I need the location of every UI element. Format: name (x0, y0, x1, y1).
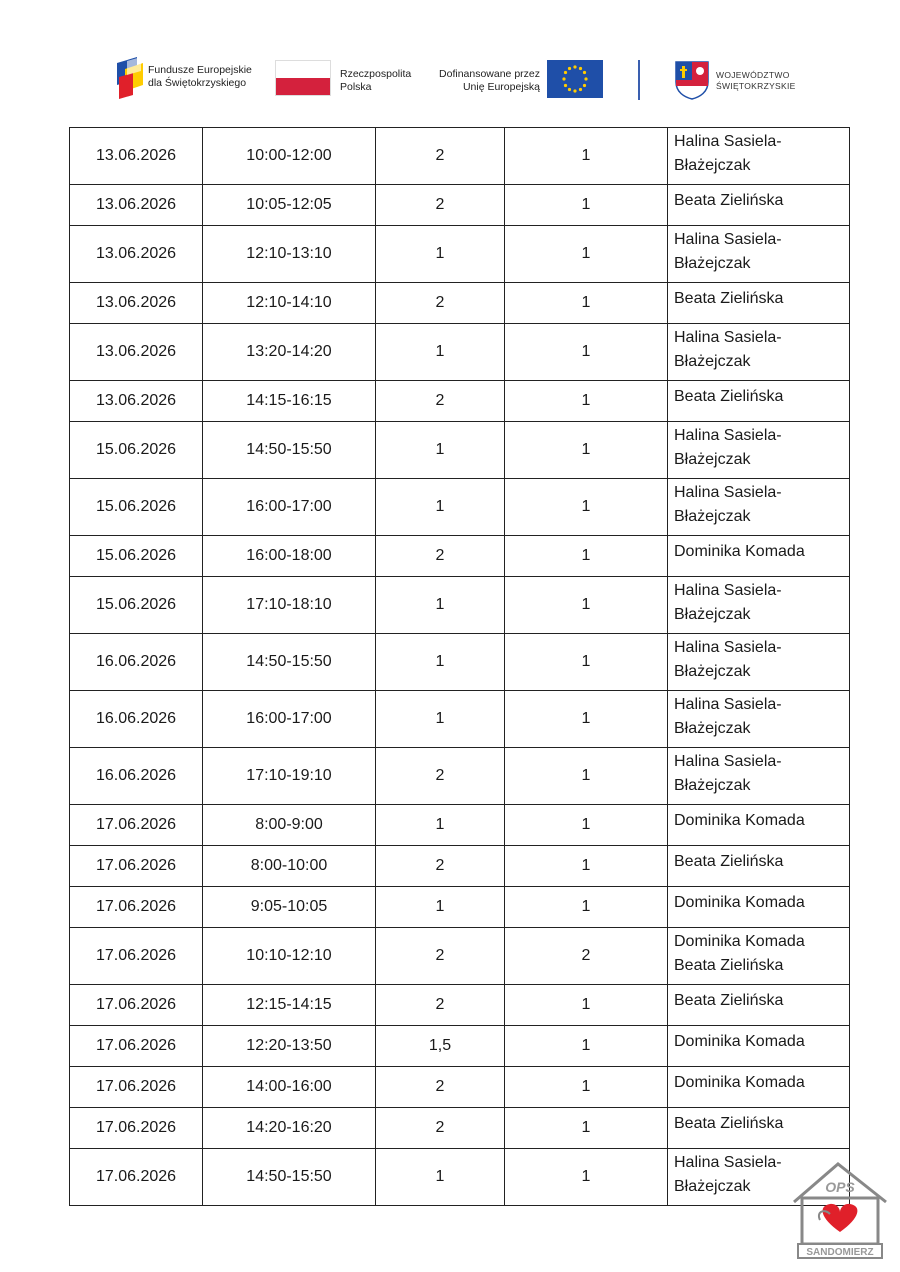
hours-cell: 2 (376, 846, 505, 887)
people-cell: 1 (505, 1149, 668, 1206)
people-cell: 1 (505, 1026, 668, 1067)
people-cell: 1 (505, 185, 668, 226)
name-line: Halina Sasiela- (674, 696, 782, 713)
date-cell: 17.06.2026 (70, 1149, 203, 1206)
hours-cell: 1 (376, 422, 505, 479)
date-cell: 13.06.2026 (70, 128, 203, 185)
time-cell: 14:20-16:20 (203, 1108, 376, 1149)
name-line: Beata Zielińska (674, 957, 784, 974)
name-cell (668, 128, 850, 185)
name-line: Halina Sasiela- (674, 231, 782, 248)
name-line: Błażejczak (674, 720, 751, 737)
hours-cell: 2 (376, 1108, 505, 1149)
name-cell (668, 691, 850, 748)
swietokrzyskie-crest-icon (674, 60, 710, 100)
name-cell (668, 1067, 850, 1108)
name-cell (668, 805, 850, 846)
table-row (70, 928, 850, 985)
name-cell (668, 536, 850, 577)
table-row (70, 985, 850, 1026)
people-cell: 1 (505, 805, 668, 846)
time-cell: 12:10-14:10 (203, 283, 376, 324)
table-row (70, 226, 850, 283)
name-line: Halina Sasiela- (674, 133, 782, 150)
table-row (70, 887, 850, 928)
time-cell: 10:00-12:00 (203, 128, 376, 185)
people-cell: 1 (505, 283, 668, 324)
time-cell: 10:05-12:05 (203, 185, 376, 226)
date-cell: 13.06.2026 (70, 324, 203, 381)
woj-label: WOJEWÓDZTWO ŚWIĘTOKRZYSKIE (716, 70, 796, 91)
name-cell (668, 846, 850, 887)
people-cell: 1 (505, 577, 668, 634)
name-line: Beata Zielińska (674, 992, 784, 1009)
hours-cell: 2 (376, 185, 505, 226)
stamp-top-text: OPS (825, 1179, 855, 1195)
people-cell: 1 (505, 226, 668, 283)
ops-sandomierz-stamp (790, 1160, 890, 1260)
name-line: Dominika Komada (674, 933, 805, 950)
people-cell: 1 (505, 985, 668, 1026)
eu-flag-icon (547, 60, 603, 98)
name-cell (668, 928, 850, 985)
schedule-table (69, 127, 850, 1206)
hours-cell: 2 (376, 985, 505, 1026)
hours-cell: 1 (376, 805, 505, 846)
time-cell: 13:20-14:20 (203, 324, 376, 381)
table-row (70, 324, 850, 381)
time-cell: 8:00-9:00 (203, 805, 376, 846)
name-line: Dominika Komada (674, 1074, 805, 1091)
people-cell: 1 (505, 128, 668, 185)
date-cell: 15.06.2026 (70, 479, 203, 536)
time-cell: 16:00-17:00 (203, 479, 376, 536)
people-cell: 1 (505, 381, 668, 422)
people-cell: 1 (505, 536, 668, 577)
table-row (70, 1149, 850, 1206)
people-cell: 1 (505, 748, 668, 805)
name-line: Dominika Komada (674, 812, 805, 829)
people-cell: 1 (505, 422, 668, 479)
name-cell (668, 634, 850, 691)
table-row (70, 805, 850, 846)
date-cell: 15.06.2026 (70, 577, 203, 634)
hours-cell: 1 (376, 479, 505, 536)
name-line: Błażejczak (674, 663, 751, 680)
fe-label: Fundusze Europejskie dla Świętokrzyskiego (148, 64, 252, 89)
name-cell (668, 985, 850, 1026)
name-line: Halina Sasiela- (674, 329, 782, 346)
name-line: Beata Zielińska (674, 290, 784, 307)
date-cell: 13.06.2026 (70, 226, 203, 283)
people-cell: 1 (505, 634, 668, 691)
table-row (70, 185, 850, 226)
name-cell (668, 1026, 850, 1067)
date-cell: 15.06.2026 (70, 536, 203, 577)
header-logos (0, 50, 900, 106)
hours-cell: 2 (376, 381, 505, 422)
hours-cell: 1 (376, 324, 505, 381)
time-cell: 16:00-17:00 (203, 691, 376, 748)
date-cell: 17.06.2026 (70, 805, 203, 846)
time-cell: 9:05-10:05 (203, 887, 376, 928)
name-line: Halina Sasiela- (674, 639, 782, 656)
hours-cell: 2 (376, 1067, 505, 1108)
table-row (70, 691, 850, 748)
date-cell: 17.06.2026 (70, 1026, 203, 1067)
hours-cell: 2 (376, 536, 505, 577)
date-cell: 17.06.2026 (70, 887, 203, 928)
time-cell: 16:00-18:00 (203, 536, 376, 577)
date-cell: 17.06.2026 (70, 928, 203, 985)
date-cell: 16.06.2026 (70, 748, 203, 805)
time-cell: 12:15-14:15 (203, 985, 376, 1026)
people-cell: 1 (505, 324, 668, 381)
name-line: Błażejczak (674, 508, 751, 525)
name-line: Halina Sasiela- (674, 753, 782, 770)
table-row (70, 1108, 850, 1149)
table-row (70, 577, 850, 634)
hours-cell: 1,5 (376, 1026, 505, 1067)
people-cell: 1 (505, 1067, 668, 1108)
hours-cell: 1 (376, 226, 505, 283)
hours-cell: 2 (376, 283, 505, 324)
people-cell: 1 (505, 1108, 668, 1149)
hours-cell: 1 (376, 887, 505, 928)
name-line: Dominika Komada (674, 543, 805, 560)
time-cell: 17:10-18:10 (203, 577, 376, 634)
name-line: Halina Sasiela- (674, 1154, 782, 1171)
name-line: Błażejczak (674, 1178, 751, 1195)
name-line: Błażejczak (674, 606, 751, 623)
people-cell: 1 (505, 846, 668, 887)
date-cell: 17.06.2026 (70, 846, 203, 887)
name-cell (668, 283, 850, 324)
eu-label: Dofinansowane przez Unię Europejską (439, 68, 540, 93)
table-row (70, 846, 850, 887)
table-row (70, 1067, 850, 1108)
table-row (70, 422, 850, 479)
name-line: Halina Sasiela- (674, 427, 782, 444)
table-row (70, 536, 850, 577)
date-cell: 17.06.2026 (70, 985, 203, 1026)
people-cell: 1 (505, 887, 668, 928)
name-line: Dominika Komada (674, 894, 805, 911)
name-line: Dominika Komada (674, 1033, 805, 1050)
hours-cell: 2 (376, 128, 505, 185)
hours-cell: 2 (376, 928, 505, 985)
name-line: Halina Sasiela- (674, 484, 782, 501)
name-cell (668, 887, 850, 928)
table-row (70, 634, 850, 691)
name-cell (668, 381, 850, 422)
table-row (70, 283, 850, 324)
name-line: Błażejczak (674, 777, 751, 794)
name-cell (668, 422, 850, 479)
date-cell: 16.06.2026 (70, 634, 203, 691)
hours-cell: 1 (376, 691, 505, 748)
table-row (70, 381, 850, 422)
name-cell (668, 479, 850, 536)
hours-cell: 1 (376, 634, 505, 691)
time-cell: 14:50-15:50 (203, 422, 376, 479)
name-line: Błażejczak (674, 157, 751, 174)
table-row (70, 128, 850, 185)
people-cell: 1 (505, 691, 668, 748)
name-line: Błażejczak (674, 451, 751, 468)
poland-flag-icon (275, 60, 331, 96)
header-divider (638, 60, 640, 100)
people-cell: 2 (505, 928, 668, 985)
time-cell: 10:10-12:10 (203, 928, 376, 985)
table-row (70, 748, 850, 805)
date-cell: 17.06.2026 (70, 1108, 203, 1149)
time-cell: 14:00-16:00 (203, 1067, 376, 1108)
name-cell (668, 226, 850, 283)
hours-cell: 2 (376, 748, 505, 805)
date-cell: 16.06.2026 (70, 691, 203, 748)
schedule-body (70, 128, 850, 1206)
fundusze-europejskie-icon (115, 55, 145, 101)
table-row (70, 479, 850, 536)
time-cell: 14:50-15:50 (203, 634, 376, 691)
name-line: Beata Zielińska (674, 388, 784, 405)
time-cell: 14:50-15:50 (203, 1149, 376, 1206)
stamp-bottom-text: SANDOMIERZ (806, 1247, 874, 1258)
name-line: Beata Zielińska (674, 192, 784, 209)
date-cell: 17.06.2026 (70, 1067, 203, 1108)
date-cell: 13.06.2026 (70, 185, 203, 226)
name-line: Błażejczak (674, 255, 751, 272)
hours-cell: 1 (376, 577, 505, 634)
name-line: Halina Sasiela- (674, 582, 782, 599)
name-line: Beata Zielińska (674, 1115, 784, 1132)
time-cell: 14:15-16:15 (203, 381, 376, 422)
name-line: Błażejczak (674, 353, 751, 370)
date-cell: 13.06.2026 (70, 283, 203, 324)
name-cell (668, 324, 850, 381)
name-cell (668, 748, 850, 805)
name-line: Beata Zielińska (674, 853, 784, 870)
date-cell: 13.06.2026 (70, 381, 203, 422)
table-row (70, 1026, 850, 1067)
name-cell (668, 1108, 850, 1149)
hours-cell: 1 (376, 1149, 505, 1206)
people-cell: 1 (505, 479, 668, 536)
time-cell: 12:10-13:10 (203, 226, 376, 283)
date-cell: 15.06.2026 (70, 422, 203, 479)
time-cell: 17:10-19:10 (203, 748, 376, 805)
pl-label: Rzeczpospolita Polska (340, 68, 412, 93)
time-cell: 8:00-10:00 (203, 846, 376, 887)
name-cell (668, 577, 850, 634)
time-cell: 12:20-13:50 (203, 1026, 376, 1067)
name-cell (668, 185, 850, 226)
